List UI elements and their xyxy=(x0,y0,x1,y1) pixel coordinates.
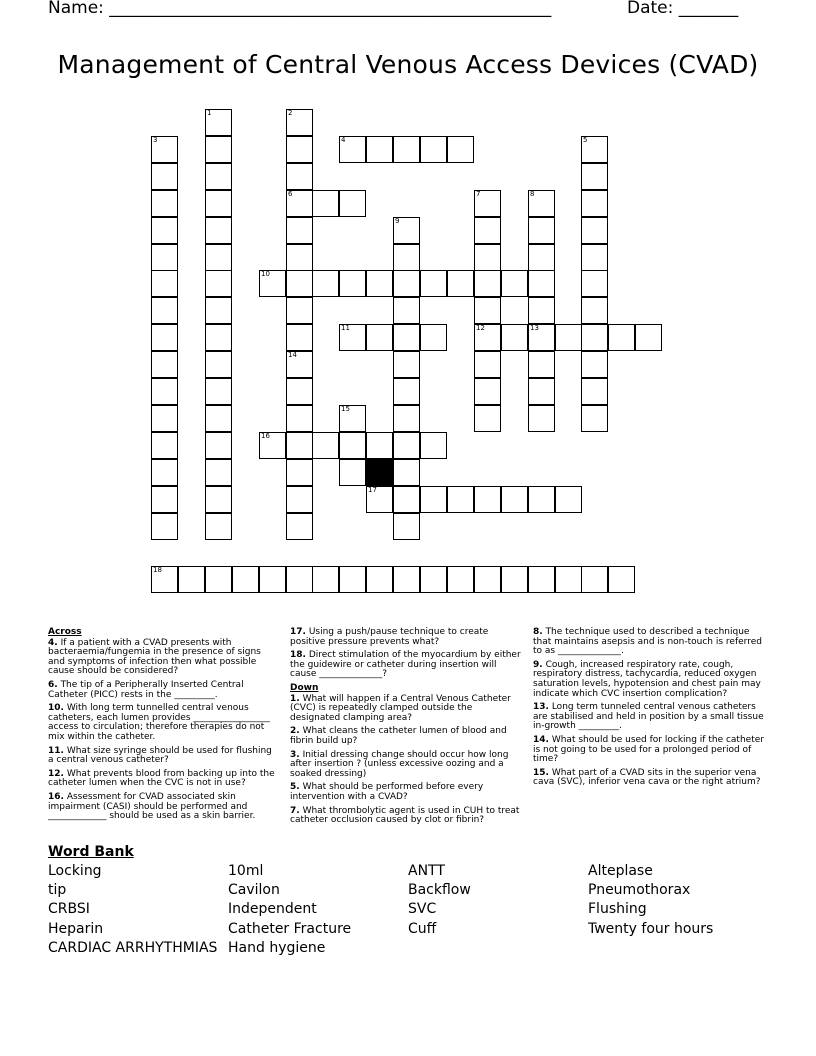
word-bank-item: Independent xyxy=(228,901,317,918)
date-field-label: Date: _______ xyxy=(627,0,739,18)
clue-number: 1 xyxy=(207,109,212,117)
clues-column-3 xyxy=(533,628,765,792)
crossword-cell[interactable] xyxy=(259,566,286,593)
crossword-cell[interactable] xyxy=(286,324,313,351)
crossword-cell[interactable] xyxy=(393,459,420,486)
crossword-cell[interactable] xyxy=(474,486,501,513)
crossword-cell[interactable] xyxy=(393,324,420,351)
crossword-cell[interactable] xyxy=(474,351,501,378)
crossword-cell[interactable] xyxy=(339,190,366,217)
crossword-cell[interactable] xyxy=(420,136,447,163)
crossword-cell[interactable] xyxy=(312,566,339,593)
crossword-cell[interactable] xyxy=(474,324,501,351)
crossword-cell[interactable] xyxy=(528,244,555,271)
clue-number: 15 xyxy=(341,405,350,413)
crossword-cell[interactable] xyxy=(393,217,420,244)
clue-down-5: 5. What should be performed before every intervention with a CVAD? xyxy=(290,782,484,802)
word-bank-item: Pneumothorax xyxy=(588,882,691,899)
crossword-cell[interactable] xyxy=(339,324,366,351)
crossword-cell[interactable] xyxy=(339,405,366,432)
crossword-cell[interactable] xyxy=(339,270,366,297)
clue-across-16: 16. Assessment for CVAD associated skin impairment (CASI) should be performed and _____________ should be used as a skin barrier. xyxy=(48,791,256,822)
crossword-cell[interactable] xyxy=(205,513,232,540)
crossword-cell[interactable] xyxy=(205,432,232,459)
word-bank-column-2 xyxy=(228,862,351,958)
name-field-label: Name: ____________________________________________________ xyxy=(48,0,552,18)
crossword-cell[interactable] xyxy=(205,297,232,324)
crossword-cell[interactable] xyxy=(528,566,555,593)
crossword-cell[interactable] xyxy=(286,270,313,297)
clue-number: 11 xyxy=(341,324,350,332)
crossword-cell[interactable] xyxy=(205,351,232,378)
crossword-cell[interactable] xyxy=(581,297,608,324)
crossword-cell[interactable] xyxy=(501,324,528,351)
clue-number: 16 xyxy=(261,432,270,440)
clue-across-6: 6. The tip of a Peripherally Inserted Central Catheter (PICC) rests in the _________. xyxy=(48,679,244,700)
crossword-cell[interactable] xyxy=(581,378,608,405)
crossword-cell[interactable] xyxy=(286,459,313,486)
crossword-cell[interactable] xyxy=(420,324,447,351)
clues-column-1 xyxy=(48,628,278,826)
clue-down-3: 3. Initial dressing change should occur how long after insertion ? (unless excessive oozing and a soaked dressing) xyxy=(290,749,509,779)
crossword-cell[interactable] xyxy=(151,190,178,217)
word-bank-item: CRBSI xyxy=(48,901,90,918)
clue-across-17: 17. Using a push/pause technique to create positive pressure prevents what? xyxy=(290,627,489,647)
crossword-cell[interactable] xyxy=(393,432,420,459)
word-bank-item: tip xyxy=(48,882,67,899)
crossword-cell[interactable] xyxy=(528,486,555,513)
word-bank-item: Locking xyxy=(48,863,102,879)
crossword-cell[interactable] xyxy=(151,486,178,513)
crossword-cell[interactable] xyxy=(312,432,339,459)
word-bank-column-4 xyxy=(588,862,713,939)
crossword-cell[interactable] xyxy=(286,566,313,593)
crossword-cell[interactable] xyxy=(528,405,555,432)
crossword-cell[interactable] xyxy=(555,486,582,513)
crossword-cell[interactable] xyxy=(286,136,313,163)
clue-number: 4 xyxy=(341,136,346,144)
crossword-cell[interactable] xyxy=(474,566,501,593)
crossword-cell[interactable] xyxy=(393,405,420,432)
crossword-cell[interactable] xyxy=(528,217,555,244)
word-bank-title: Word Bank xyxy=(48,844,134,860)
clue-number: 13 xyxy=(530,324,539,332)
clue-down-8: 8. The technique used to described a technique that maintains asepsis and is non-touch is referred to as ______________. xyxy=(533,627,762,657)
crossword-cell[interactable] xyxy=(151,270,178,297)
black-cell xyxy=(366,459,393,486)
crossword-cell[interactable] xyxy=(393,351,420,378)
page-title: Management of Central Venous Access Devices (CVAD) xyxy=(57,50,759,79)
crossword-cell[interactable] xyxy=(312,190,339,217)
clue-number: 3 xyxy=(153,136,158,144)
word-bank-item: Cavilon xyxy=(228,882,280,899)
crossword-cell[interactable] xyxy=(205,486,232,513)
crossword-cell[interactable] xyxy=(366,324,393,351)
clue-number: 8 xyxy=(530,190,535,198)
crossword-cell[interactable] xyxy=(366,136,393,163)
crossword-cell[interactable] xyxy=(366,566,393,593)
crossword-cell[interactable] xyxy=(205,405,232,432)
crossword-cell[interactable] xyxy=(151,217,178,244)
crossword-cell[interactable] xyxy=(555,566,582,593)
crossword-cell[interactable] xyxy=(420,566,447,593)
crossword-cell[interactable] xyxy=(581,405,608,432)
crossword-cell[interactable] xyxy=(393,136,420,163)
word-bank-item: Flushing xyxy=(588,901,647,918)
crossword-cell[interactable] xyxy=(581,244,608,271)
word-bank-item: Catheter Fracture xyxy=(228,920,352,937)
crossword-cell[interactable] xyxy=(501,486,528,513)
clue-number: 9 xyxy=(395,217,400,225)
crossword-cell[interactable] xyxy=(366,270,393,297)
crossword-cell[interactable] xyxy=(232,566,259,593)
clue-across-4: 4. If a patient with a CVAD presents with bacteraemia/fungemia in the presence of signs and symptoms of infection then what possible cause should be considered? xyxy=(48,637,261,677)
crossword-cell[interactable] xyxy=(286,405,313,432)
crossword-cell[interactable] xyxy=(178,566,205,593)
crossword-cell[interactable] xyxy=(205,190,232,217)
crossword-cell[interactable] xyxy=(259,270,286,297)
crossword-cell[interactable] xyxy=(339,566,366,593)
crossword-cell[interactable] xyxy=(151,163,178,190)
crossword-cell[interactable] xyxy=(474,405,501,432)
word-bank-item: SVC xyxy=(408,901,437,918)
clue-down-14: 14. What should be used for locking if the catheter is not going to be used for a prolonged period of time? xyxy=(533,734,764,765)
crossword-cell[interactable] xyxy=(151,136,178,163)
crossword-cell[interactable] xyxy=(339,432,366,459)
crossword-cell[interactable] xyxy=(286,351,313,378)
crossword-cell[interactable] xyxy=(151,378,178,405)
word-bank-item: Hand hygiene xyxy=(228,939,326,956)
crossword-cell[interactable] xyxy=(581,217,608,244)
crossword-cell[interactable] xyxy=(205,217,232,244)
crossword-cell[interactable] xyxy=(474,270,501,297)
clue-number: 2 xyxy=(288,109,293,117)
crossword-cell[interactable] xyxy=(151,351,178,378)
crossword-cell[interactable] xyxy=(528,190,555,217)
crossword-cell[interactable] xyxy=(447,270,474,297)
clue-number: 14 xyxy=(288,351,297,359)
word-bank-item: Twenty four hours xyxy=(588,920,714,937)
crossword-cell[interactable] xyxy=(205,270,232,297)
crossword-cell[interactable] xyxy=(474,244,501,271)
crossword-cell[interactable] xyxy=(581,351,608,378)
crossword-cell[interactable] xyxy=(635,324,662,351)
crossword-cell[interactable] xyxy=(581,163,608,190)
crossword-cell[interactable] xyxy=(286,486,313,513)
clue-number: 18 xyxy=(153,566,162,574)
crossword-cell[interactable] xyxy=(420,486,447,513)
crossword-cell[interactable] xyxy=(581,190,608,217)
crossword-cell[interactable] xyxy=(259,432,286,459)
crossword-cell[interactable] xyxy=(205,244,232,271)
crossword-cell[interactable] xyxy=(501,566,528,593)
crossword-cell[interactable] xyxy=(151,324,178,351)
word-bank-item: 10ml xyxy=(228,863,264,879)
clue-across-10: 10. With long term tunnelled central venous catheters, each lumen provides _________________ access to circulation; therefore therapies do not mix within the catheter. xyxy=(48,703,270,742)
crossword-cell[interactable] xyxy=(581,136,608,163)
crossword-cell[interactable] xyxy=(581,324,608,351)
clue-down-15: 15. What part of a CVAD sits in the superior vena cava (SVC), inferior vena cava or the right atrium? xyxy=(533,767,761,788)
crossword-cell[interactable] xyxy=(205,324,232,351)
crossword-cell[interactable] xyxy=(528,351,555,378)
crossword-cell[interactable] xyxy=(312,270,339,297)
across-heading: Across xyxy=(48,627,82,637)
crossword-cell[interactable] xyxy=(151,432,178,459)
clue-down-2: 2. What cleans the catheter lumen of blood and fibrin build up? xyxy=(290,726,507,746)
clue-down-13: 13. Long term tunneled central venous catheters are stabilised and held in position by a small tissue in-growth _________. xyxy=(533,702,764,732)
crossword-cell[interactable] xyxy=(528,378,555,405)
crossword-cell[interactable] xyxy=(393,244,420,271)
clue-across-12: 12. What prevents blood from backing up into the catheter lumen when the CVC is not in use? xyxy=(48,768,275,789)
clues-column-2 xyxy=(290,628,524,830)
crossword-cell[interactable] xyxy=(205,136,232,163)
crossword-cell[interactable] xyxy=(286,378,313,405)
clue-across-18: 18. Direct stimulation of the myocardium by either the guidewire or catheter during insertion will cause ______________? xyxy=(290,650,521,680)
crossword-cell[interactable] xyxy=(151,459,178,486)
crossword-cell[interactable] xyxy=(286,432,313,459)
crossword-cell[interactable] xyxy=(366,486,393,513)
crossword-cell[interactable] xyxy=(528,270,555,297)
crossword-cell[interactable] xyxy=(286,297,313,324)
crossword-cell[interactable] xyxy=(286,109,313,136)
down-heading: Down xyxy=(290,682,319,693)
word-bank-column-1 xyxy=(48,862,217,958)
crossword-cell[interactable] xyxy=(286,190,313,217)
crossword-cell[interactable] xyxy=(555,324,582,351)
crossword-cell[interactable] xyxy=(366,432,393,459)
crossword-cell[interactable] xyxy=(528,297,555,324)
crossword-cell[interactable] xyxy=(151,297,178,324)
crossword-cell[interactable] xyxy=(151,244,178,271)
crossword-cell[interactable] xyxy=(393,297,420,324)
crossword-cell[interactable] xyxy=(474,378,501,405)
clue-across-11: 11. What size syringe should be used for flushing a central venous catheter? xyxy=(48,745,272,766)
crossword-cell[interactable] xyxy=(286,513,313,540)
crossword-cell[interactable] xyxy=(393,513,420,540)
crossword-cell[interactable] xyxy=(339,459,366,486)
crossword-cell[interactable] xyxy=(205,566,232,593)
word-bank-item: Heparin xyxy=(48,920,104,937)
crossword-cell[interactable] xyxy=(474,217,501,244)
crossword-cell[interactable] xyxy=(447,486,474,513)
crossword-cell[interactable] xyxy=(393,486,420,513)
crossword-cell[interactable] xyxy=(420,270,447,297)
crossword-cell[interactable] xyxy=(474,190,501,217)
crossword-cell[interactable] xyxy=(286,217,313,244)
crossword-cell[interactable] xyxy=(608,566,635,593)
clue-number: 7 xyxy=(476,190,481,198)
crossword-cell[interactable] xyxy=(581,270,608,297)
clue-down-7: 7. What thrombolytic agent is used in CUH to treat catheter occlusion caused by clot or fibrin? xyxy=(290,805,520,826)
crossword-cell[interactable] xyxy=(339,136,366,163)
crossword-cell[interactable] xyxy=(286,163,313,190)
word-bank-item: Backflow xyxy=(408,882,471,899)
clue-number: 10 xyxy=(261,270,270,278)
crossword-cell[interactable] xyxy=(205,459,232,486)
clue-number: 12 xyxy=(476,324,485,332)
crossword-cell[interactable] xyxy=(447,566,474,593)
word-bank-item: Cuff xyxy=(408,920,437,937)
crossword-cell[interactable] xyxy=(474,297,501,324)
clue-down-1: 1. What will happen if a Central Venous Catheter (CVC) is repeatedly clamped outside the designated clamping area? xyxy=(290,693,511,723)
crossword-cell[interactable] xyxy=(286,244,313,271)
crossword-cell[interactable] xyxy=(151,513,178,540)
crossword-cell[interactable] xyxy=(581,566,608,593)
word-bank-item: Alteplase xyxy=(588,863,653,879)
word-bank-item: CARDIAC ARRHYTHMIAS xyxy=(48,939,218,956)
word-bank-column-3 xyxy=(408,862,471,939)
crossword-cell[interactable] xyxy=(420,432,447,459)
clue-number: 6 xyxy=(288,190,293,198)
crossword-cell[interactable] xyxy=(528,324,555,351)
crossword-cell[interactable] xyxy=(151,405,178,432)
clue-number: 5 xyxy=(583,136,588,144)
crossword-cell[interactable] xyxy=(501,270,528,297)
crossword-cell[interactable] xyxy=(393,378,420,405)
crossword-cell[interactable] xyxy=(205,163,232,190)
crossword-cell[interactable] xyxy=(151,566,178,593)
crossword-cell[interactable] xyxy=(608,324,635,351)
word-bank-item: ANTT xyxy=(408,863,445,879)
crossword-cell[interactable] xyxy=(393,566,420,593)
crossword-cell[interactable] xyxy=(205,378,232,405)
crossword-cell[interactable] xyxy=(447,136,474,163)
crossword-cell[interactable] xyxy=(393,270,420,297)
clue-down-9: 9. Cough, increased respiratory rate, cough, respiratory distress, tachycardia, reduced oxygen saturation levels, hypotension and chest pain may indicate which CVC insertion complication? xyxy=(533,659,761,699)
clue-number: 17 xyxy=(368,486,377,494)
crossword-cell[interactable] xyxy=(205,109,232,136)
